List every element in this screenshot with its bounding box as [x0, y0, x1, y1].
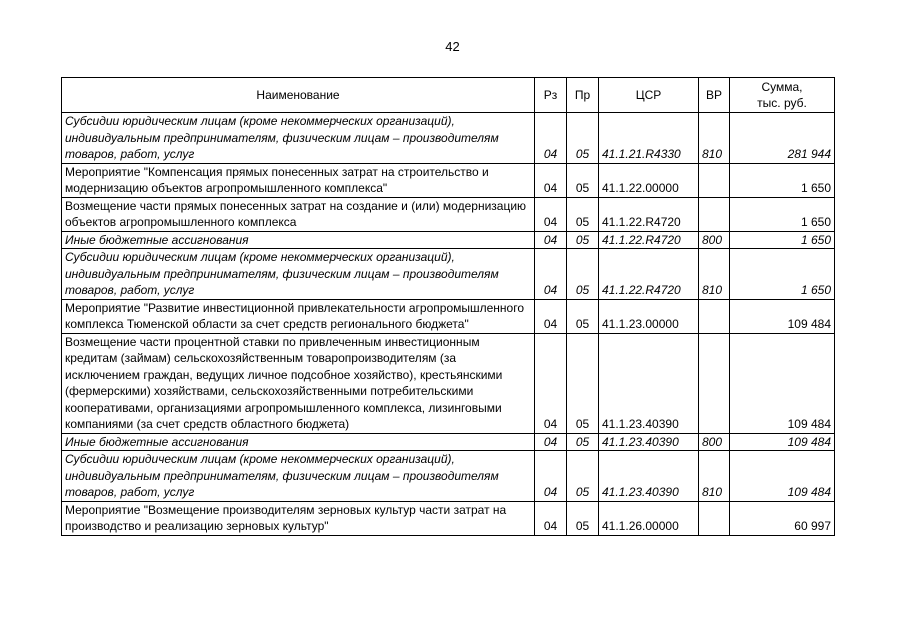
table-row — [62, 249, 835, 300]
cell-rz: 04 — [535, 299, 567, 333]
cell-sum: 1 650 — [730, 197, 835, 231]
cell-name: Возмещение части прямых понесенных затрат на создание и (или) модернизацию объектов агропромышленного комплекса — [62, 197, 535, 231]
table-row — [62, 299, 835, 333]
cell-pr: 05 — [567, 451, 599, 502]
cell-vr — [699, 299, 730, 333]
cell-sum: 1 650 — [730, 231, 835, 249]
budget-table — [61, 77, 835, 536]
cell-name: Субсидии юридическим лицам (кроме некоммерческих организаций), индивидуальным предпринимателям, физическим лицам – производителям товаров, работ, услуг — [62, 451, 535, 502]
cell-vr: 800 — [699, 433, 730, 451]
table-row — [62, 451, 835, 502]
table-row — [62, 501, 835, 535]
cell-name: Субсидии юридическим лицам (кроме некоммерческих организаций), индивидуальным предпринимателям, физическим лицам – производителям товаров, работ, услуг — [62, 113, 535, 164]
cell-sum: 1 650 — [730, 163, 835, 197]
cell-csr: 41.1.22.R4720 — [599, 249, 699, 300]
cell-csr: 41.1.23.40390 — [599, 433, 699, 451]
cell-pr: 05 — [567, 197, 599, 231]
cell-pr: 05 — [567, 501, 599, 535]
cell-rz: 04 — [535, 197, 567, 231]
cell-pr: 05 — [567, 299, 599, 333]
cell-sum: 281 944 — [730, 113, 835, 164]
cell-csr: 41.1.23.40390 — [599, 451, 699, 502]
cell-vr — [699, 163, 730, 197]
table-row — [62, 113, 835, 164]
cell-vr — [699, 197, 730, 231]
cell-vr — [699, 333, 730, 433]
table-row — [62, 163, 835, 197]
cell-vr — [699, 501, 730, 535]
table-header-row — [62, 78, 835, 113]
cell-pr: 05 — [567, 333, 599, 433]
cell-sum: 109 484 — [730, 333, 835, 433]
header-rz: Рз — [535, 78, 567, 113]
cell-csr: 41.1.23.00000 — [599, 299, 699, 333]
cell-vr: 810 — [699, 113, 730, 164]
cell-rz: 04 — [535, 433, 567, 451]
cell-rz: 04 — [535, 163, 567, 197]
cell-csr: 41.1.26.00000 — [599, 501, 699, 535]
cell-pr: 05 — [567, 249, 599, 300]
cell-sum: 109 484 — [730, 433, 835, 451]
cell-name: Иные бюджетные ассигнования — [62, 231, 535, 249]
table-row — [62, 433, 835, 451]
cell-sum: 1 650 — [730, 249, 835, 300]
cell-pr: 05 — [567, 433, 599, 451]
cell-rz: 04 — [535, 333, 567, 433]
cell-sum: 109 484 — [730, 299, 835, 333]
header-sum — [730, 78, 835, 113]
cell-name: Мероприятие "Возмещение производителям зерновых культур части затрат на производство и реализацию зерновых культур" — [62, 501, 535, 535]
cell-csr: 41.1.23.40390 — [599, 333, 699, 433]
cell-sum: 60 997 — [730, 501, 835, 535]
header-sum-line2: тыс. руб. — [757, 96, 807, 110]
table-row — [62, 197, 835, 231]
cell-vr: 810 — [699, 451, 730, 502]
cell-pr: 05 — [567, 231, 599, 249]
cell-rz: 04 — [535, 113, 567, 164]
cell-pr: 05 — [567, 113, 599, 164]
cell-name: Субсидии юридическим лицам (кроме некоммерческих организаций), индивидуальным предпринимателям, физическим лицам – производителям товаров, работ, услуг — [62, 249, 535, 300]
cell-name: Мероприятие "Развитие инвестиционной привлекательности агропромышленного комплекса Тюменской области за счет средств регионального бюджета" — [62, 299, 535, 333]
cell-name: Мероприятие "Компенсация прямых понесенных затрат на строительство и модернизацию объектов агропромышленного комплекса" — [62, 163, 535, 197]
cell-rz: 04 — [535, 451, 567, 502]
page-number: 42 — [445, 39, 460, 54]
cell-csr: 41.1.22.R4720 — [599, 197, 699, 231]
cell-vr: 800 — [699, 231, 730, 249]
header-name: Наименование — [62, 78, 535, 113]
cell-rz: 04 — [535, 501, 567, 535]
cell-pr: 05 — [567, 163, 599, 197]
cell-sum: 109 484 — [730, 451, 835, 502]
cell-name: Иные бюджетные ассигнования — [62, 433, 535, 451]
header-vr: ВР — [699, 78, 730, 113]
table-row — [62, 231, 835, 249]
cell-csr: 41.1.22.00000 — [599, 163, 699, 197]
header-csr: ЦСР — [599, 78, 699, 113]
cell-vr: 810 — [699, 249, 730, 300]
cell-name: Возмещение части процентной ставки по привлеченным инвестиционным кредитам (займам) сельскохозяйственным товаропроизводителям (за исключением граждан, ведущих личное подсобное хозяйство), крестьянскими (фермерскими) хозяйствами, сельскохозяйственными потребительскими кооперативами, организациями агропромышленного комплекса, лизинговыми компаниями (за счет средств областного бюджета) — [62, 333, 535, 433]
cell-csr: 41.1.21.R4330 — [599, 113, 699, 164]
table-row — [62, 333, 835, 433]
cell-rz: 04 — [535, 249, 567, 300]
header-sum-line1: Сумма, — [761, 79, 803, 94]
header-pr: Пр — [567, 78, 599, 113]
cell-rz: 04 — [535, 231, 567, 249]
cell-csr: 41.1.22.R4720 — [599, 231, 699, 249]
